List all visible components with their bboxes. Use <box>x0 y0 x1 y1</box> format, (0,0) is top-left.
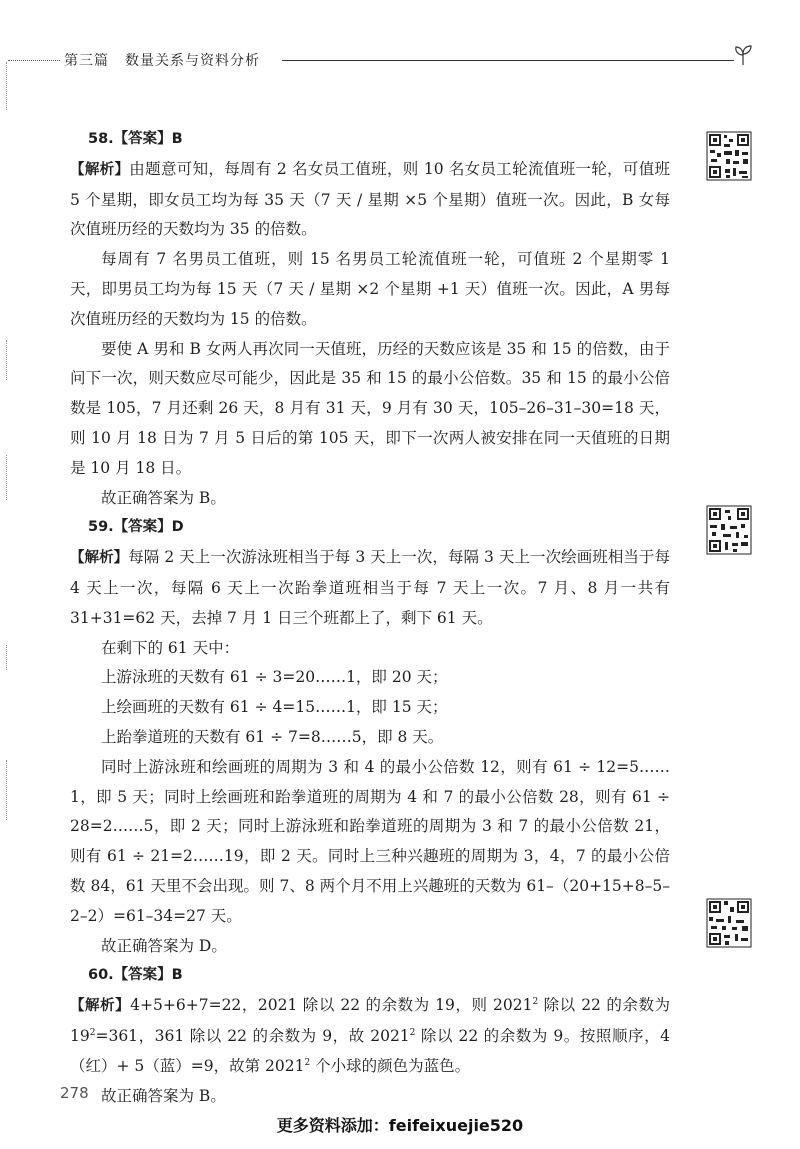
q58-analysis-1: 【解析】由题意可知，每周有 2 名女员工值班，则 10 名女员工轮流值班一轮，可值班 5 个星期，即女员工均为每 35 天（7 天 / 星期 ×5 个星期）值班一次。因此，B 女每次值班历经的天数均为 35 的倍数。 <box>70 159 671 239</box>
q59-analysis-2: 在剩下的 61 天中： <box>101 638 240 657</box>
q58-analysis-2: 每周有 7 名男员工值班，则 15 名男员工轮流值班一轮，可值班 2 个星期零 1 天，即男员工均为每 15 天（7 天 / 星期 ×2 个星期 +1 天）值班一次。因此，A 男每次值班历经的天数均为 15 的倍数。 <box>70 250 670 328</box>
q60-conclusion: 故正确答案为 B。 <box>101 1086 226 1105</box>
q58-answer: 58.【答案】B <box>88 131 183 147</box>
margin-dots <box>6 760 7 820</box>
analysis-tag: 【解析】 <box>70 550 129 567</box>
q59-analysis-6: 同时上游泳班和绘画班的周期为 3 和 4 的最小公倍数 12，则有 61 ÷ 12=5……1，即 5 天；同时上绘画班和跆拳道班的周期为 4 和 7 的最小公倍数 28，则有 61 ÷ 28=2……5，即 2 天；同时上游泳班和跆拳道班的周期为 3 和 7 的最小公倍数 21，则有 61 ÷ 21=2……19，即 2 天。同时上三种兴趣班的周期为 3，4，7 的最小公倍数 84，61 天里不会出现。则 7、8 两个月不用上兴趣班的天数为 61–（20+15+8–5–2–2）=61–34=27 天。 <box>70 757 670 925</box>
q59-answer: 59.【答案】D <box>88 519 184 536</box>
answer-explanations <box>70 125 670 1111</box>
q60-analysis-1: 【解析】4+5+6+7=22，2021 除以 22 的余数为 19，则 2021$^2$ 除以 22 的余数为 $19^2=361$，361 除以 22 的余数为 9，故 2021$^2$ 除以 22 的余数为 9。按照顺序，4（红）+ 5（蓝）=9，故第 2021$^2$ 个小球的颜色为蓝色。 <box>70 996 671 1075</box>
header-rule <box>282 60 734 61</box>
q59-analysis-5: 上跆拳道班的天数有 61 ÷ 7=8……5，即 8 天。 <box>101 727 444 746</box>
margin-dots <box>6 455 7 500</box>
running-header <box>0 44 800 74</box>
analysis-tag: 【解析】 <box>70 161 130 178</box>
header-leader-dots <box>8 60 60 61</box>
footer-note: 更多资料添加：feifeixuejie520 <box>276 1116 524 1135</box>
sprout-icon <box>730 44 756 66</box>
header-chapter: 数量关系与资料分析 <box>125 53 260 69</box>
q59-analysis-4: 上绘画班的天数有 61 ÷ 4=15……1，即 15 天； <box>101 698 448 717</box>
q60-answer: 60.【答案】B <box>88 967 183 984</box>
qr-code-q59[interactable] <box>706 505 752 555</box>
analysis-tag: 【解析】 <box>70 998 131 1015</box>
q59-analysis-3: 上游泳班的天数有 61 ÷ 3=20……1，即 20 天； <box>101 668 448 687</box>
margin-dots <box>6 340 7 380</box>
margin-dots <box>6 62 7 110</box>
qr-code-q58[interactable] <box>706 131 752 181</box>
q58-analysis-3: 要使 A 男和 B 女两人再次同一天值班，历经的天数应该是 35 和 15 的倍数，由于问下一次，则天数应尽可能少，因此是 35 和 15 的最小公倍数。35 和 15 的最小公倍数是 105，7 月还剩 26 天，8 月有 31 天，9 月有 30 天，105–26–31–30=18 天，则 10 月 18 日为 7 月 5 日后的第 105 天，即下一次两人被安排在同一天值班的日期是 10 月 18 日。 <box>70 339 670 477</box>
header-title <box>64 50 282 70</box>
qr-code-q60[interactable] <box>706 898 752 948</box>
q59-analysis-1: 【解析】每隔 2 天上一次游泳班相当于每 3 天上一次，每隔 3 天上一次绘画班相当于每 4 天上一次，每隔 6 天上一次跆拳道班相当于每 7 天上一次。7 月、8 月一共有 31+31=62 天，去掉 7 月 1 日三个班都上了，剩下 61 天。 <box>70 548 670 627</box>
q58-conclusion: 故正确答案为 B。 <box>101 488 226 507</box>
header-part: 第三篇 <box>64 53 109 69</box>
margin-dots <box>6 645 7 670</box>
q59-conclusion: 故正确答案为 D。 <box>101 936 227 955</box>
page-number: 278 <box>60 1084 89 1102</box>
